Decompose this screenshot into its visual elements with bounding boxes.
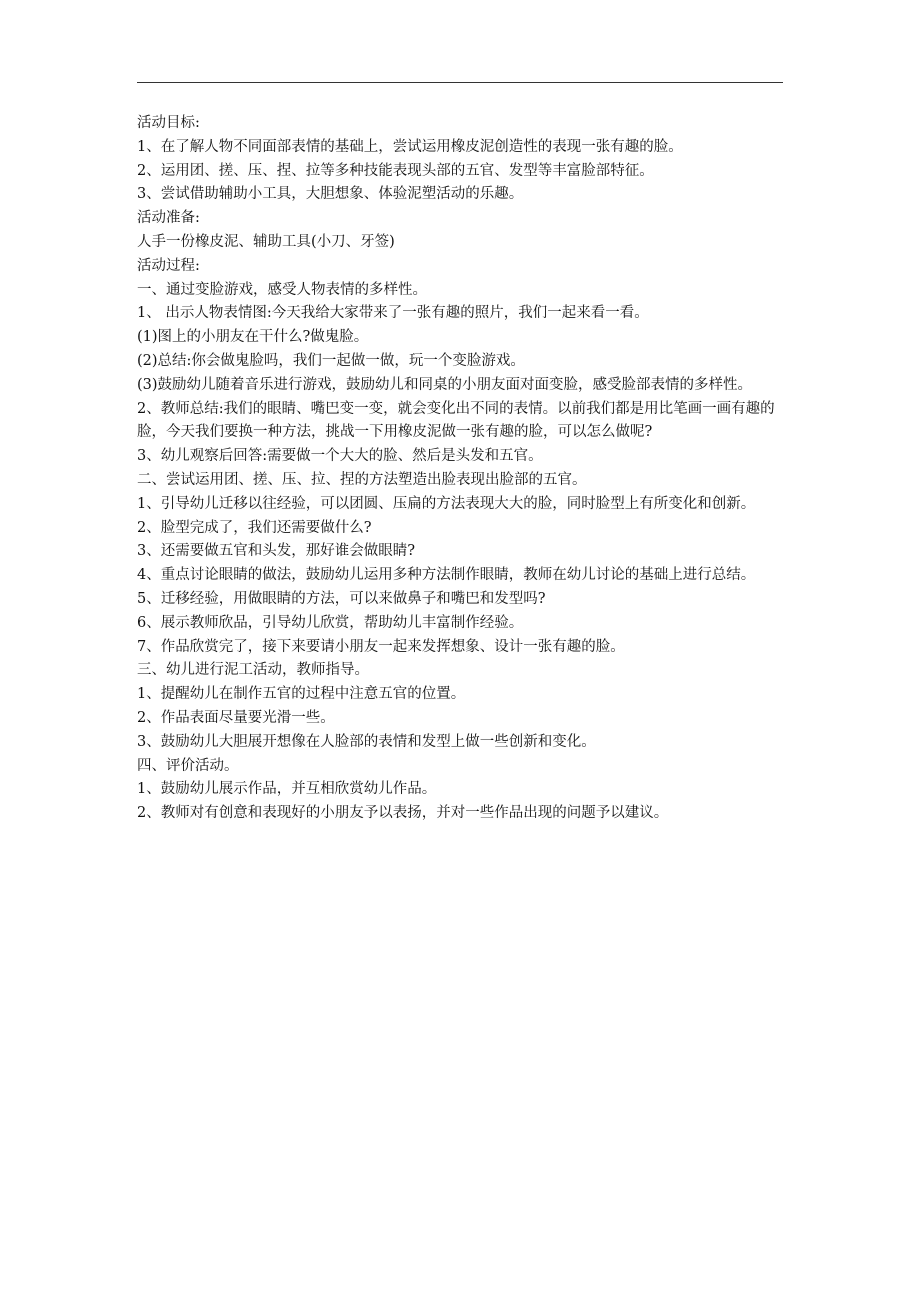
- step-1-sub-2: (2)总结:你会做鬼脸吗，我们一起做一做，玩一个变脸游戏。: [137, 352, 525, 369]
- section-heading-process: 活动过程:: [137, 257, 200, 274]
- step-4-item-1: 1、鼓励幼儿展示作品，并互相欣赏幼儿作品。: [137, 781, 437, 798]
- goal-item-1: 1、在了解人物不同面部表情的基础上，尝试运用橡皮泥创造性的表现一张有趣的脸。: [137, 138, 683, 155]
- step-1-sub-1: (1)图上的小朋友在干什么?做鬼脸。: [137, 329, 369, 346]
- step-heading-2: 二、尝试运用团、搓、压、拉、捏的方法塑造出脸表现出脸部的五官。: [137, 471, 587, 488]
- preparation-text: 人手一份橡皮泥、辅助工具(小刀、牙签): [137, 233, 395, 250]
- step-3-item-3: 3、鼓励幼儿大胆展开想像在人脸部的表情和发型上做一些创新和变化。: [137, 733, 596, 750]
- section-heading-goals: 活动目标:: [137, 115, 200, 131]
- step-3-item-2: 2、作品表面尽量要光滑一些。: [137, 709, 335, 726]
- step-heading-1: 一、通过变脸游戏，感受人物表情的多样性。: [137, 281, 427, 298]
- step-1-item-2: 2、教师总结:我们的眼睛、嘴巴变一变，就会变化出不同的表情。以前我们都是用比笔画一画有趣的脸，今天我们要换一种方法，挑战一下用橡皮泥做一张有趣的脸，可以怎么做呢?: [137, 400, 775, 441]
- step-heading-3: 三、幼儿进行泥工活动，教师指导。: [137, 662, 369, 679]
- step-1-item-3: 3、幼儿观察后回答:需要做一个大大的脸、然后是头发和五官。: [137, 448, 543, 465]
- step-4-item-2: 2、教师对有创意和表现好的小朋友予以表扬，并对一些作品出现的问题予以建议。: [137, 805, 669, 822]
- step-2-item-1: 1、引导幼儿迁移以往经验，可以团圆、压扁的方法表现大大的脸，同时脸型上有所变化和创新。: [137, 495, 756, 512]
- step-2-item-4: 4、重点讨论眼睛的做法，鼓励幼儿运用多种方法制作眼睛，教师在幼儿讨论的基础上进行总结。: [137, 567, 756, 584]
- step-2-item-6: 6、展示教师欣品，引导幼儿欣赏，帮助幼儿丰富制作经验。: [137, 614, 524, 631]
- document-body: [137, 112, 785, 826]
- step-2-item-5: 5、迁移经验，用做眼睛的方法，可以来做鼻子和嘴巴和发型吗?: [137, 590, 546, 607]
- goal-item-3: 3、尝试借助辅助小工具，大胆想象、体验泥塑活动的乐趣。: [137, 186, 524, 203]
- step-2-item-2: 2、脸型完成了，我们还需要做什么?: [137, 519, 372, 536]
- goal-item-2: 2、运用团、搓、压、捏、拉等多种技能表现头部的五官、发型等丰富脸部特征。: [137, 162, 654, 179]
- step-2-item-3: 3、还需要做五官和头发，那好谁会做眼睛?: [137, 543, 415, 560]
- step-heading-4: 四、评价活动。: [137, 757, 239, 774]
- step-3-item-1: 1、提醒幼儿在制作五官的过程中注意五官的位置。: [137, 686, 466, 703]
- step-1-item-1: 1、 出示人物表情图:今天我给大家带来了一张有趣的照片，我们一起来看一看。: [137, 305, 649, 322]
- header-rule: [137, 82, 783, 83]
- section-heading-preparation: 活动准备:: [137, 210, 200, 227]
- step-2-item-7: 7、作品欣赏完了，接下来要请小朋友一起来发挥想象、设计一张有趣的脸。: [137, 638, 625, 655]
- step-1-sub-3: (3)鼓励幼儿随着音乐进行游戏，鼓励幼儿和同桌的小朋友面对面变脸，感受脸部表情的多样性。: [137, 376, 753, 393]
